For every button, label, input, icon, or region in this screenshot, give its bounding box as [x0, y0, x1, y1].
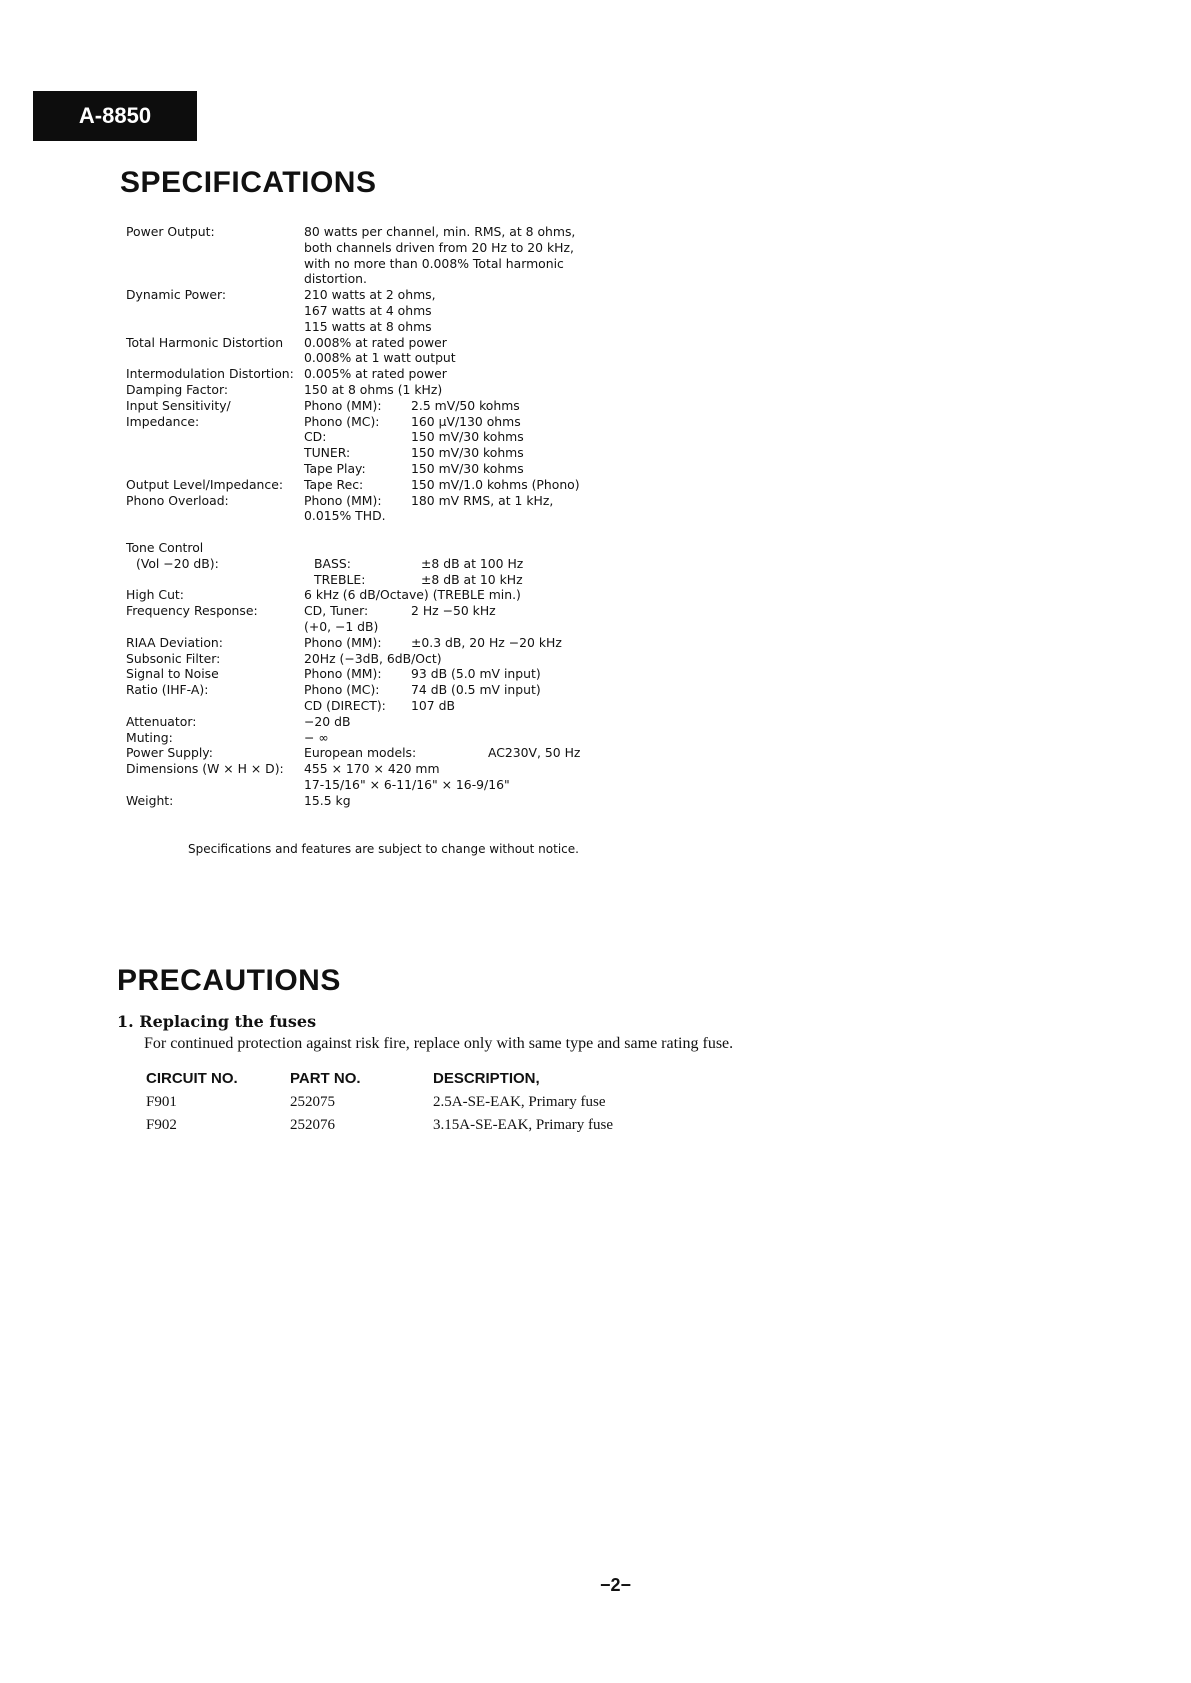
- spec-values: [304, 398, 520, 414]
- spec-value-line: 455 × 170 × 420 mm: [304, 761, 440, 777]
- spec-row: [126, 493, 580, 525]
- spec-row: [126, 524, 580, 540]
- spec-row: [126, 414, 580, 477]
- spec-value-line: [304, 493, 553, 509]
- spec-value-line: [304, 445, 524, 461]
- spec-values: [314, 556, 523, 588]
- spec-subkey: Phono (MM):: [304, 666, 382, 682]
- spec-value-line: 0.015% THD.: [304, 508, 386, 524]
- spec-value-line: [304, 682, 541, 698]
- spec-values: [304, 603, 496, 635]
- description: 2.5A-SE-EAK, Primary fuse: [433, 1094, 606, 1110]
- spec-subvalue: AC230V, 50 Hz: [488, 745, 581, 761]
- spec-label: Total Harmonic Distortion: [126, 334, 284, 350]
- spec-subvalue: 93 dB (5.0 mV input): [411, 666, 541, 682]
- spec-subkey: CD, Tuner:: [304, 603, 369, 619]
- spec-label: Attenuator:: [126, 713, 197, 729]
- spec-values: [304, 666, 541, 682]
- spec-value-line: (+0, −1 dB): [304, 618, 379, 634]
- spec-row: [126, 793, 580, 809]
- spec-values: [304, 493, 553, 525]
- spec-row: [126, 398, 580, 414]
- spec-value-line: [304, 635, 562, 651]
- spec-value-line: [304, 603, 496, 619]
- spec-subkey: TUNER:: [304, 445, 351, 461]
- spec-subvalue: 2 Hz −50 kHz: [411, 603, 496, 619]
- spec-label: Input Sensitivity/: [126, 397, 231, 413]
- model-number: A-8850: [78, 103, 152, 128]
- spec-label: Subsonic Filter:: [126, 650, 221, 666]
- spec-subvalue: 150 mV/30 kohms: [411, 460, 524, 476]
- spec-subvalue: ±8 dB at 10 kHz: [421, 571, 523, 587]
- specifications-title: SPECIFICATIONS: [120, 166, 377, 199]
- spec-value-line: − ∞: [304, 729, 329, 745]
- spec-row: [126, 651, 580, 667]
- spec-value-line: 15.5 kg: [304, 792, 351, 808]
- spec-values: [304, 651, 442, 667]
- spec-values: [304, 745, 580, 761]
- spec-subvalue: 180 mV RMS, at 1 kHz,: [411, 492, 554, 508]
- spec-notice: Specifications and features are subject to change without notice.: [188, 842, 579, 856]
- specifications-table: [126, 224, 580, 808]
- spec-subkey: BASS:: [314, 555, 351, 571]
- spec-row: [126, 745, 580, 761]
- fuse-table-header: [146, 1070, 693, 1094]
- description: 3.15A-SE-EAK, Primary fuse: [433, 1117, 613, 1133]
- model-badge: [33, 91, 197, 141]
- spec-label: Muting:: [126, 729, 173, 745]
- spec-row: [126, 587, 580, 603]
- section-number: 1.: [117, 1012, 134, 1031]
- spec-value-line: [304, 429, 524, 445]
- circuit-no: F901: [146, 1094, 177, 1110]
- spec-row: [126, 224, 580, 287]
- section-title: Replacing the fuses: [139, 1012, 317, 1031]
- spec-subkey: TREBLE:: [314, 571, 366, 587]
- spec-value-line: [304, 461, 524, 477]
- spec-subkey: Tape Rec:: [304, 476, 364, 492]
- spec-value-line: 115 watts at 8 ohms: [304, 318, 432, 334]
- spec-label: Damping Factor:: [126, 381, 229, 397]
- fuse-table: [146, 1070, 693, 1140]
- spec-label: Weight:: [126, 792, 174, 808]
- spec-subkey: Phono (MM):: [304, 492, 382, 508]
- spec-values: [304, 477, 580, 493]
- spec-row: [126, 366, 580, 382]
- spec-values: [304, 224, 575, 287]
- spec-value-line: with no more than 0.008% Total harmonic: [304, 255, 564, 271]
- spec-label: Dynamic Power:: [126, 287, 227, 303]
- spec-row: [126, 603, 580, 635]
- spec-value-line: [304, 666, 541, 682]
- spec-row: [126, 761, 580, 793]
- spec-label: Impedance:: [126, 413, 200, 429]
- spec-subvalue: 107 dB: [411, 697, 455, 713]
- spec-values: [304, 287, 436, 334]
- table-row: [146, 1117, 693, 1140]
- spec-label: High Cut:: [126, 587, 184, 603]
- spec-subkey: CD:: [304, 429, 327, 445]
- spec-values: [304, 730, 329, 746]
- spec-value-line: distortion.: [304, 271, 367, 287]
- spec-values: [304, 335, 456, 367]
- spec-values: [304, 761, 510, 793]
- spec-row: [126, 635, 580, 651]
- spec-row: [126, 666, 580, 682]
- spec-subkey: Phono (MM):: [304, 634, 382, 650]
- spec-label: Frequency Response:: [126, 603, 258, 619]
- spec-subvalue: 150 mV/30 kohms: [411, 445, 524, 461]
- part-no: 252076: [290, 1117, 335, 1133]
- spec-value-line: both channels driven from 20 Hz to 20 kHz,: [304, 239, 574, 255]
- spec-value-line: [314, 556, 523, 572]
- spec-label: Power Supply:: [126, 745, 213, 761]
- spec-label: [126, 524, 304, 540]
- spec-subvalue: 160 µV/130 ohms: [411, 413, 521, 429]
- spec-row: [126, 730, 580, 746]
- spec-label: Dimensions (W × H × D):: [126, 761, 284, 777]
- section-text: For continued protection against risk fire, replace only with same type and same rating fuse.: [144, 1035, 734, 1052]
- spec-subvalue: ±8 dB at 100 Hz: [421, 555, 524, 571]
- spec-row: [126, 287, 580, 334]
- spec-value-line: 0.005% at rated power: [304, 366, 447, 382]
- spec-label: RIAA Deviation:: [126, 634, 223, 650]
- spec-values: [304, 382, 442, 398]
- spec-row: [126, 540, 580, 556]
- header-description: DESCRIPTION,: [433, 1070, 540, 1087]
- spec-value-line: [304, 745, 580, 761]
- spec-values: [304, 793, 351, 809]
- spec-subkey: Tape Play:: [304, 460, 366, 476]
- spec-values: [304, 414, 524, 477]
- section-heading: [117, 1012, 316, 1031]
- spec-subvalue: 2.5 mV/50 kohms: [411, 397, 520, 413]
- spec-label: (Vol −20 dB):: [136, 555, 219, 571]
- spec-label: Phono Overload:: [126, 492, 229, 508]
- spec-row: [126, 682, 580, 714]
- spec-label: Intermodulation Distortion:: [126, 366, 294, 382]
- spec-value-line: 0.008% at rated power: [304, 334, 447, 350]
- spec-values: [304, 682, 541, 714]
- spec-row: [126, 714, 580, 730]
- circuit-no: F902: [146, 1117, 177, 1133]
- spec-subvalue: 150 mV/1.0 kohms (Phono): [411, 476, 580, 492]
- header-circuit-no: CIRCUIT NO.: [146, 1070, 238, 1087]
- spec-label: Ratio (IHF-A):: [126, 682, 209, 698]
- spec-subvalue: 74 dB (0.5 mV input): [411, 682, 541, 698]
- spec-row: [126, 556, 580, 588]
- spec-value-line: [304, 477, 580, 493]
- spec-subkey: Phono (MC):: [304, 413, 380, 429]
- spec-subkey: Phono (MC):: [304, 682, 380, 698]
- spec-value-line: [304, 398, 520, 414]
- spec-row: [126, 382, 580, 398]
- spec-value-line: 0.008% at 1 watt output: [304, 350, 456, 366]
- spec-subvalue: ±0.3 dB, 20 Hz −20 kHz: [411, 634, 562, 650]
- spec-row: [126, 477, 580, 493]
- spec-values: [304, 366, 447, 382]
- spec-values: [304, 714, 350, 730]
- spec-subkey: European models:: [304, 745, 417, 761]
- part-no: 252075: [290, 1094, 335, 1110]
- spec-subkey: Phono (MM):: [304, 397, 382, 413]
- spec-row: [126, 335, 580, 367]
- spec-value-line: 167 watts at 4 ohms: [304, 302, 432, 318]
- spec-value-line: [304, 698, 541, 714]
- spec-label: Signal to Noise: [126, 666, 219, 682]
- spec-values: [304, 587, 521, 603]
- spec-value-line: 20Hz (−3dB, 6dB/Oct): [304, 650, 442, 666]
- spec-value-line: 17-15/16" × 6-11/16" × 16-9/16": [304, 776, 510, 792]
- spec-subkey: CD (DIRECT):: [304, 697, 386, 713]
- table-row: [146, 1094, 693, 1117]
- precautions-title: PRECAUTIONS: [117, 964, 341, 997]
- spec-value-line: 80 watts per channel, min. RMS, at 8 ohms,: [304, 224, 576, 239]
- spec-label: Power Output:: [126, 224, 215, 239]
- spec-label: Tone Control: [126, 539, 204, 555]
- spec-subvalue: 150 mV/30 kohms: [411, 429, 524, 445]
- spec-values: [304, 635, 562, 651]
- header-part-no: PART NO.: [290, 1070, 361, 1087]
- spec-value-line: [304, 414, 524, 430]
- spec-value-line: 210 watts at 2 ohms,: [304, 287, 436, 303]
- spec-value-line: 150 at 8 ohms (1 kHz): [304, 381, 443, 397]
- spec-value-line: −20 dB: [304, 713, 351, 729]
- spec-value-line: 6 kHz (6 dB/Octave) (TREBLE min.): [304, 587, 521, 603]
- page-number: −2−: [600, 1575, 632, 1595]
- spec-label: Output Level/Impedance:: [126, 476, 283, 492]
- spec-value-line: [314, 572, 523, 588]
